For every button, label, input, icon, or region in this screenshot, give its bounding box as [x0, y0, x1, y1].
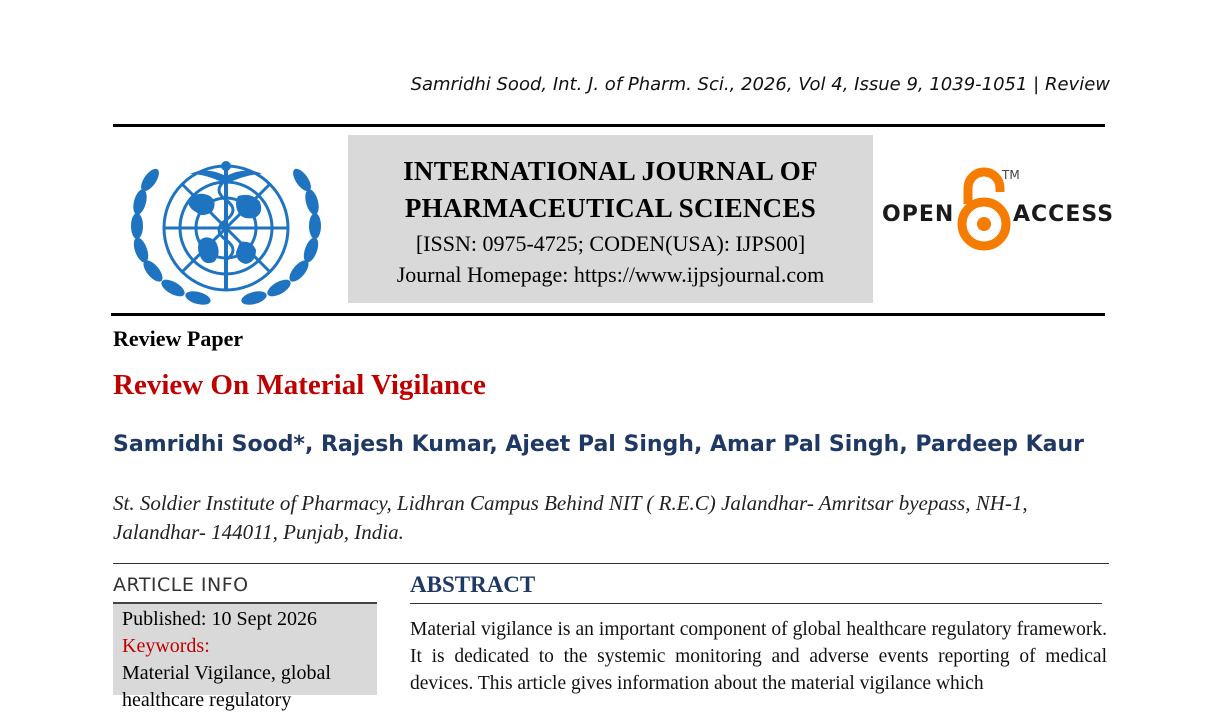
abstract-rule: [410, 603, 1102, 604]
open-access-open-text: OPEN: [882, 202, 955, 227]
article-info-box: [113, 604, 377, 711]
keywords-label: Keywords:: [122, 635, 210, 657]
paper-type: Review Paper: [113, 326, 244, 351]
caduceus-icon: [190, 161, 262, 290]
abstract-heading: ABSTRACT: [410, 572, 536, 597]
affiliation-line-1: St. Soldier Institute of Pharmacy, Lidhran Campus Behind NIT ( R.E.C) Jalandhar- Amritsar byepass, NH-1,: [113, 491, 1028, 515]
keywords-line-1: Material Vigilance, global: [122, 662, 331, 684]
open-access-access-text: ACCESS: [1013, 202, 1115, 227]
article-info-heading: ARTICLE INFO: [113, 574, 249, 596]
journal-issn: [ISSN: 0975-4725; CODEN(USA): IJPS00]: [415, 231, 806, 256]
keywords-line-2: healthcare regulatory: [122, 689, 292, 711]
header-bottom-rule: [111, 313, 1105, 316]
section-divider: [113, 563, 1109, 564]
abstract-text: Material vigilance is an important component of global healthcare regulatory framework. It is dedicated to the systemic monitoring and adverse events reporting of medical devices. This article gives information about the material vigilance which: [410, 619, 1107, 694]
laurel-right-icon: [240, 166, 321, 307]
header-top-rule: [113, 124, 1105, 127]
journal-title-line-2: PHARMACEUTICAL SCIENCES: [404, 193, 817, 223]
open-access-logo: [880, 166, 1115, 256]
journal-emblem-logo: [128, 140, 324, 306]
journal-homepage: Journal Homepage: https://www.ijpsjournal.com: [396, 262, 825, 287]
paper-title: Review On Material Vigilance: [113, 369, 486, 401]
author-list: Samridhi Sood*, Rajesh Kumar, Ajeet Pal Singh, Amar Pal Singh, Pardeep Kaur: [113, 432, 1084, 457]
journal-banner: [348, 135, 873, 303]
trademark-text: TM: [1002, 168, 1020, 182]
journal-title: [348, 153, 873, 227]
journal-title-line-1: INTERNATIONAL JOURNAL OF: [403, 156, 818, 186]
citation-line: Samridhi Sood, Int. J. of Pharm. Sci., 2026, Vol 4, Issue 9, 1039-1051 | Review: [410, 74, 1110, 95]
affiliation-line-2: Jalandhar- 144011, Punjab, India.: [113, 520, 404, 544]
affiliation: [113, 489, 1108, 547]
laurel-left-icon: [131, 166, 212, 307]
published-date: Published: 10 Sept 2026: [122, 608, 318, 630]
